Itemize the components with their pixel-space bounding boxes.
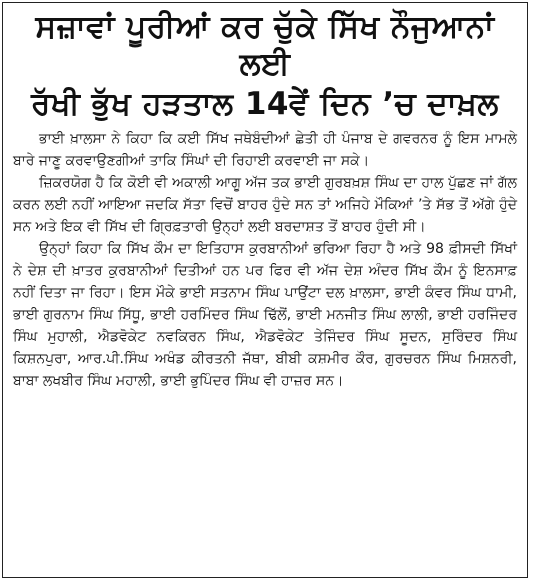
headline-line-1: ਸਜ਼ਾਵਾਂ ਪੂਰੀਆਂ ਕਰ ਚੁੱਕੇ ਸਿੱਖ ਨੌਜੁਆਨਾਂ ਲਈ (35, 9, 495, 82)
article-paragraph-1: ਭਾਈ ਖ਼ਾਲਸਾ ਨੇ ਕਿਹਾ ਕਿ ਕਈ ਸਿੱਖ ਜਥੇਬੰਦੀਆਂ ਛੇਤੀ ਹੀ ਪੰਜਾਬ ਦੇ ਗਵਰਨਰ ਨੂੰ ਇਸ ਮਾਮਲੇ ਬਾਰੇ ਜਾਣੂ ਕਰਵਾਉਣਗੀਆਂ ਤਾਕਿ ਸਿੰਘਾਂ ਦੀ ਰਿਹਾਈ ਕਰਵਾਈ ਜਾ ਸਕੇ। (13, 131, 517, 169)
article-paragraph-2: ਜ਼ਿਕਰਯੋਗ ਹੈ ਕਿ ਕੋਈ ਵੀ ਅਕਾਲੀ ਆਗੂ ਅੱਜ ਤਕ ਭਾਈ ਗੁਰਬਖ਼ਸ਼ ਸਿੰਘ ਦਾ ਹਾਲ ਪੁੱਛਣ ਜਾਂ ਗੱਲ ਕਰਨ ਲਈ ਨਹੀਂ ਆਇਆ ਜਦਕਿ ਸੱਤਾ ਵਿਚੋਂ ਬਾਹਰ ਹੁੰਦੇ ਸਨ ਤਾਂ ਅਜਿਹੇ ਮੌਕਿਆਂ ’ਤੇ ਸੱਭ ਤੋਂ ਅੱਗੇ ਹੁੰਦੇ ਸਨ ਅਤੇ ਇਕ ਵੀ ਸਿੱਖ ਦੀ ਗ੍ਰਿਫ਼ਤਾਰੀ ਉਨ੍ਹਾਂ ਲਈ ਬਰਦਾਸ਼ਤ ਤੋਂ ਬਾਹਰ ਹੁੰਦੀ ਸੀ। (13, 175, 517, 235)
article-body (13, 128, 517, 392)
headline (11, 9, 519, 123)
headline-line-2: ਰੱਖੀ ਭੁੱਖ ਹੜਤਾਲ 14ਵੇਂ ਦਿਨ ’ਚ ਦਾਖ਼ਲ (31, 86, 499, 123)
article-paragraph-3: ਉਨ੍ਹਾਂ ਕਿਹਾ ਕਿ ਸਿੱਖ ਕੌਮ ਦਾ ਇਤਿਹਾਸ ਕੁਰਬਾਨੀਆਂ ਭਰਿਆ ਰਿਹਾ ਹੈ ਅਤੇ 98 ਫ਼ੀਸਦੀ ਸਿੱਖਾਂ ਨੇ ਦੇਸ਼ ਦੀ ਖ਼ਾਤਰ ਕੁਰਬਾਨੀਆਂ ਦਿਤੀਆਂ ਹਨ ਪਰ ਫਿਰ ਵੀ ਅੱਜ ਦੇਸ਼ ਅੰਦਰ ਸਿੱਖ ਕੌਮ ਨੂੰ ਇਨਸਾਫ਼ ਨਹੀਂ ਦਿਤਾ ਜਾ ਰਿਹਾ। ਇਸ ਮੌਕੇ ਭਾਈ ਸਤਨਾਮ ਸਿੰਘ ਪਾਉਂਟਾ ਦਲ ਖ਼ਾਲਸਾ, ਭਾਈ ਕੰਵਰ ਸਿੰਘ ਧਾਮੀ, ਭਾਈ ਗੁਰਨਾਮ ਸਿੰਘ ਸਿੱਧੂ, ਭਾਈ ਹਰਮਿੰਦਰ ਸਿੰਘ ਢਿੱਲੋਂ, ਭਾਈ ਮਨਜੀਤ ਸਿੰਘ ਲਾਲੀ, ਭਾਈ ਹਰਜਿੰਦਰ ਸਿੰਘ ਮੁਹਾਲੀ, ਐਡਵੋਕੇਟ ਨਵਕਿਰਨ ਸਿੰਘ, ਐਡਵੋਕੇਟ ਤੇਜਿੰਦਰ ਸਿੰਘ ਸੂਦਨ, ਸੁਰਿੰਦਰ ਸਿੰਘ ਕਿਸ਼ਨਪੁਰਾ, ਆਰ.ਪੀ.ਸਿੰਘ ਅਖੰਡ ਕੀਰਤਨੀ ਜੱਥਾ, ਬੀਬੀ ਕਸ਼ਮੀਰ ਕੌਰ, ਗੁਰਚਰਨ ਸਿੰਘ ਮਿਸ਼ਨਰੀ, ਬਾਬਾ ਲਖਬੀਰ ਸਿੰਘ ਮਹਾਲੀ, ਭਾਈ ਭੁਪਿੰਦਰ ਸਿੰਘ ਵੀ ਹਾਜ਼ਰ ਸਨ। (13, 241, 517, 389)
newspaper-clipping (2, 2, 528, 578)
